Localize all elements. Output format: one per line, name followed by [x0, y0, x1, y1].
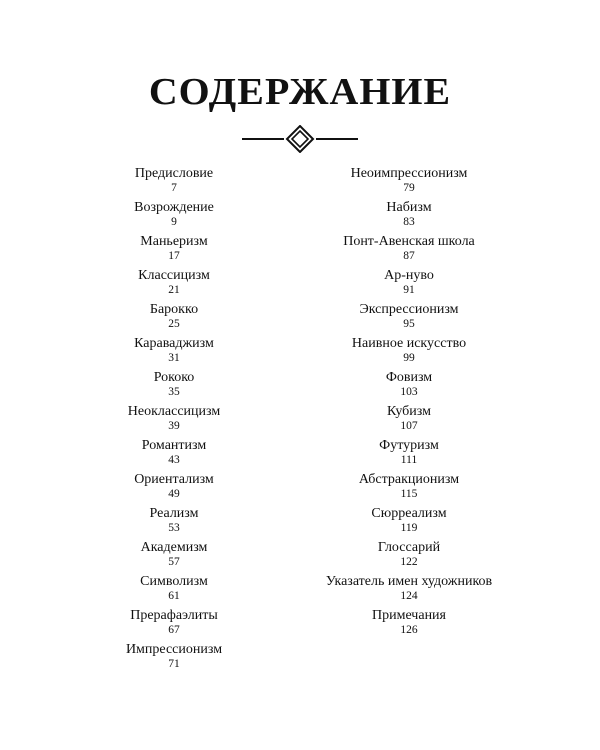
toc-entry-title: Примечания	[371, 608, 446, 623]
toc-entry-title: Абстракционизм	[358, 472, 460, 487]
toc-entry-title: Классицизм	[138, 268, 210, 283]
toc-entry[interactable]	[116, 302, 232, 336]
toc-entry-title: Понт-Авенская школа	[343, 234, 475, 249]
toc-entry-title: Указатель имен художников	[325, 574, 493, 589]
toc-entry-page-number: 111	[400, 454, 418, 466]
diamond-divider-ornament-icon	[242, 125, 358, 153]
toc-entry-page-number: 61	[168, 590, 180, 602]
toc-entry-page-number: 91	[403, 284, 415, 296]
toc-entry[interactable]	[116, 370, 232, 404]
toc-entry[interactable]	[306, 438, 512, 472]
toc-entry-title: Возрождение	[134, 200, 214, 215]
toc-entry[interactable]	[306, 574, 512, 608]
toc-entry-page-number: 17	[168, 250, 180, 262]
toc-column-left	[116, 166, 232, 676]
toc-entry-page-number: 49	[168, 488, 180, 500]
toc-entry[interactable]	[306, 200, 512, 234]
toc-entry[interactable]	[116, 404, 232, 438]
toc-entry-page-number: 103	[400, 386, 418, 398]
toc-entry-title: Экспрессионизм	[359, 302, 459, 317]
toc-entry[interactable]	[116, 268, 232, 302]
page-title: СОДЕРЖАНИЕ	[148, 71, 452, 113]
toc-entry-page-number: 126	[400, 624, 418, 636]
toc-entry-page-number: 87	[403, 250, 415, 262]
toc-entry-page-number: 39	[168, 420, 180, 432]
toc-column-right	[306, 166, 512, 642]
toc-entry[interactable]	[306, 370, 512, 404]
toc-entry[interactable]	[306, 404, 512, 438]
toc-entry-title: Фовизм	[385, 370, 433, 385]
toc-entry-page-number: 119	[400, 522, 418, 534]
toc-entry-title: Неоимпрессионизм	[350, 166, 468, 181]
toc-entry[interactable]	[306, 302, 512, 336]
toc-entry-title: Рококо	[153, 370, 195, 385]
toc-entry-title: Набизм	[386, 200, 432, 215]
toc-entry-title: Наивное искусство	[351, 336, 467, 351]
toc-entry-title: Романтизм	[141, 438, 207, 453]
toc-entry[interactable]	[116, 642, 232, 676]
toc-entry-page-number: 31	[168, 352, 180, 364]
toc-entry-page-number: 53	[168, 522, 180, 534]
toc-entry-title: Неоклассицизм	[127, 404, 221, 419]
toc-entry[interactable]	[306, 166, 512, 200]
toc-entry-page-number: 7	[171, 182, 177, 194]
toc-entry-title: Маньеризм	[140, 234, 208, 249]
toc-entry-title: Ар-нуво	[384, 268, 434, 283]
toc-entry-title: Реализм	[149, 506, 199, 521]
toc-entry[interactable]	[116, 438, 232, 472]
toc-entry[interactable]	[116, 472, 232, 506]
toc-entry[interactable]	[306, 506, 512, 540]
toc-entry-title: Караваджизм	[134, 336, 214, 351]
toc-entry-page-number: 43	[168, 454, 180, 466]
toc-entry[interactable]	[306, 234, 512, 268]
toc-entry-page-number: 83	[403, 216, 415, 228]
toc-entry[interactable]	[116, 200, 232, 234]
toc-entry-page-number: 79	[403, 182, 415, 194]
toc-entry-title: Футуризм	[379, 438, 439, 453]
toc-entry-page-number: 25	[168, 318, 180, 330]
toc-entry-page-number: 57	[168, 556, 180, 568]
toc-entry-title: Барокко	[149, 302, 199, 317]
toc-entry-page-number: 124	[400, 590, 418, 602]
toc-entry-page-number: 67	[168, 624, 180, 636]
toc-entry[interactable]	[116, 506, 232, 540]
toc-entry[interactable]	[116, 574, 232, 608]
toc-entry[interactable]	[306, 608, 512, 642]
toc-entry-title: Академизм	[140, 540, 208, 555]
toc-entry[interactable]	[116, 234, 232, 268]
toc-entry[interactable]	[306, 268, 512, 302]
toc-entry-page-number: 35	[168, 386, 180, 398]
toc-entry-title: Ориентализм	[134, 472, 214, 487]
toc-entry-page-number: 122	[400, 556, 418, 568]
toc-entry[interactable]	[116, 336, 232, 370]
toc-entry-title: Прерафаэлиты	[130, 608, 218, 623]
toc-entry-title: Кубизм	[387, 404, 431, 419]
toc-entry[interactable]	[306, 472, 512, 506]
toc-entry-page-number: 95	[403, 318, 415, 330]
toc-entry[interactable]	[116, 166, 232, 200]
toc-entry-title: Глоссарий	[377, 540, 441, 555]
toc-entry-page-number: 71	[168, 658, 180, 670]
toc-entry-title: Предисловие	[134, 166, 214, 181]
toc-entry-title: Символизм	[140, 574, 208, 589]
toc-entry-page-number: 21	[168, 284, 180, 296]
toc-entry-title: Импрессионизм	[125, 642, 223, 657]
toc-entry-page-number: 99	[403, 352, 415, 364]
toc-entry[interactable]	[306, 540, 512, 574]
toc-entry-page-number: 115	[400, 488, 418, 500]
toc-entry-page-number: 9	[171, 216, 177, 228]
toc-entry[interactable]	[116, 608, 232, 642]
toc-entry-title: Сюрреализм	[371, 506, 447, 521]
toc-entry-page-number: 107	[400, 420, 418, 432]
toc-entry[interactable]	[116, 540, 232, 574]
toc-entry[interactable]	[306, 336, 512, 370]
